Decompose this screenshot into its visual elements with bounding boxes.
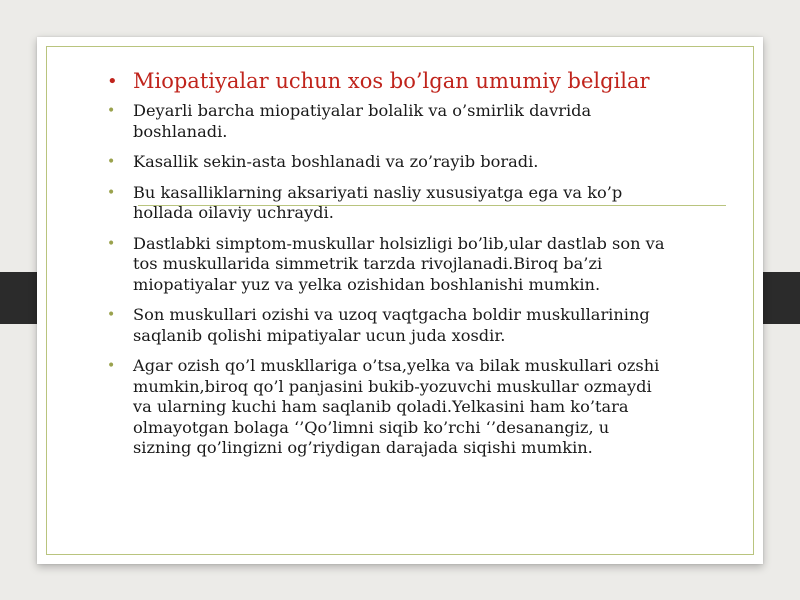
- bullet-text: Son muskullari ozishi va uzoq vaqtgacha boldir muskullarining saqlanib qolishi mipatiyalar ucun juda xosdir.: [133, 305, 650, 345]
- bullet-item: [107, 101, 667, 142]
- bullet-text: Deyarli barcha miopatiyalar bolalik va o’smirlik davrida boshlanadi.: [133, 101, 592, 141]
- bullet-item: [107, 152, 667, 173]
- bullet-text: Bu kasalliklarning aksariyati nasliy xususiyatga ega va ko’p hollada oilaviy uchraydi.: [133, 182, 623, 222]
- slide: [37, 37, 763, 564]
- bullet-item: [107, 183, 667, 224]
- bullet-dot-icon: •: [107, 235, 116, 252]
- bullet-dot-icon: •: [107, 71, 118, 92]
- bullet-text: Agar ozish qo’l muskllariga o’tsa,yelka va bilak muskullari ozshi mumkin,biroq qo’l panjasini bukib-yozuvchi muskullar ozmaydi va ularning kuchi ham saqlanib qoladi.Yelkasini ham ko’tara olmayotgan bolaga ‘’Qo’limni siqib ko’rchi ‘’desanangiz, u sizning qo’lingizni og’riydigan darajada siqishi mumkin.: [133, 356, 660, 457]
- bullet-dot-icon: •: [107, 358, 116, 374]
- slide-content: [107, 68, 667, 469]
- bullet-dot-icon: •: [107, 154, 116, 170]
- bullet-dot-icon: •: [107, 307, 116, 323]
- bullet-item: [107, 305, 667, 346]
- bullet-text: Dastlabki simptom-muskullar holsizligi bo’lib,ular dastlab son va tos muskullarida simmetrik tarzda rivojlanadi.Biroq ba’zi miopatiyalar yuz va yelka ozishidan boshlanishi mumkin.: [133, 233, 665, 294]
- bullet-text: Kasallik sekin-asta boshlanadi va zo’rayib boradi.: [133, 152, 539, 171]
- bullet-item: [107, 356, 667, 459]
- bullet-dot-icon: •: [107, 103, 116, 119]
- bullet-heading: [107, 68, 667, 94]
- bullet-dot-icon: •: [107, 184, 116, 201]
- bullet-item: [107, 234, 667, 296]
- heading-text: Miopatiyalar uchun xos bo’lgan umumiy belgilar: [133, 69, 650, 93]
